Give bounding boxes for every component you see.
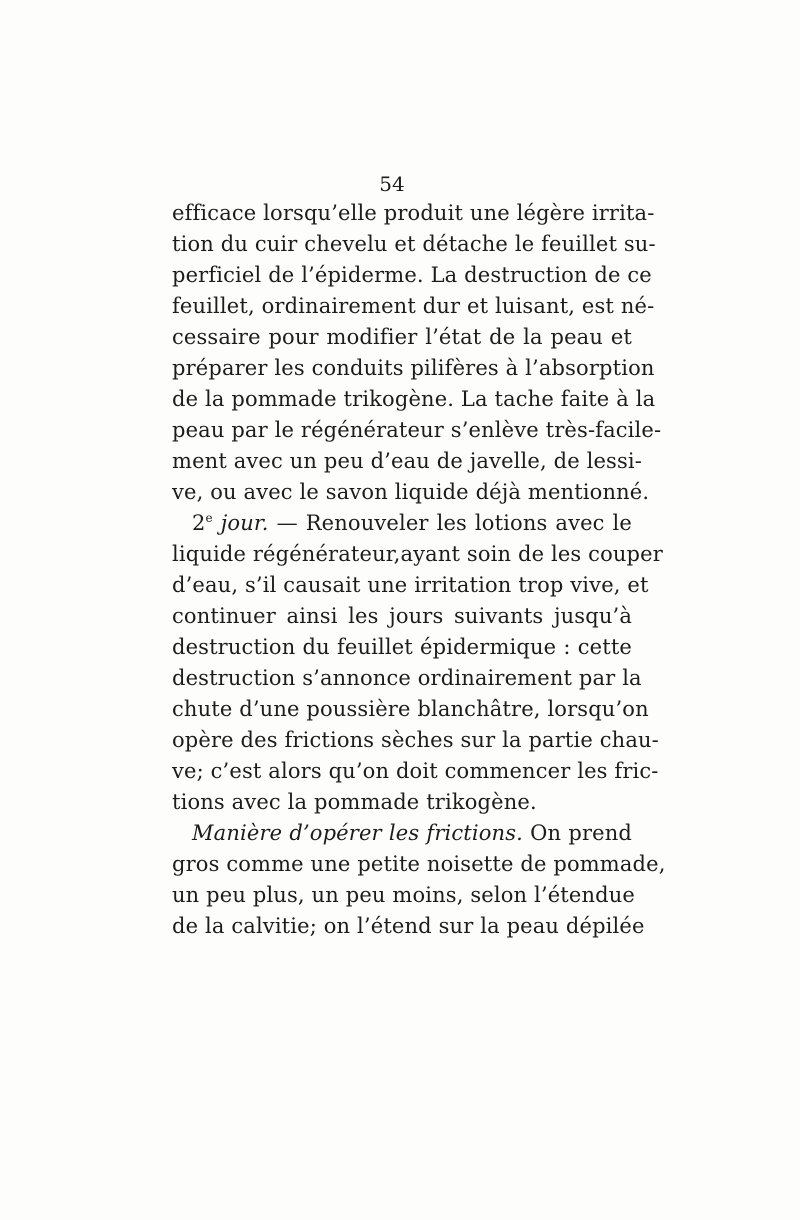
text-line: ment avec un peu d’eau de javelle, de lessi- (172, 449, 643, 473)
text-line: de la pommade trikogène. La tache faite à la (172, 387, 656, 411)
body-text (172, 198, 666, 942)
text-line: tion du cuir chevelu et détache le feuillet su- (172, 232, 656, 256)
text-line: destruction du feuillet épidermique : cette (172, 635, 632, 659)
day-ordinal: e (205, 511, 213, 525)
text-line: feuillet, ordinairement dur et luisant, est né- (172, 294, 655, 318)
text-line: destruction s’annonce ordinairement par la (172, 666, 642, 690)
section-heading-line (172, 818, 632, 849)
text-line: cessaire pour modifier l’état de la peau et (172, 325, 632, 349)
text-line: efficace lorsqu’elle produit une légère irrita- (172, 201, 655, 225)
text-line: chute d’une poussière blanchâtre, lorsqu’on (172, 697, 649, 721)
day-number: 2 (192, 511, 206, 535)
page-number: 54 (379, 172, 405, 196)
text-line: peau par le régénérateur s’enlève très-facile- (172, 418, 662, 442)
text-line: de la calvitie; on l’étend sur la peau dépilée (172, 914, 645, 938)
text-line: préparer les conduits pilifères à l’absorption (172, 356, 655, 380)
text-line: perficiel de l’épiderme. La destruction de ce (172, 263, 652, 287)
section-heading: Manière d’opérer les frictions. (192, 821, 523, 845)
text-line: liquide régénérateur,ayant soin de les couper (172, 542, 663, 566)
text-line: gros comme une petite noisette de pommade, (172, 852, 666, 876)
text-line: ve; c’est alors qu’on doit commencer les fric- (172, 759, 659, 783)
day-label: jour. (220, 511, 269, 535)
text-line: opère des frictions sèches sur la partie chau- (172, 728, 659, 752)
text-line: d’eau, s’il causait une irritation trop vive, et (172, 573, 649, 597)
text-line: continuer ainsi les jours suivants jusqu’à (172, 604, 632, 628)
text-line: un peu plus, un peu moins, selon l’étendue (172, 883, 635, 907)
text-line: ve, ou avec le savon liquide déjà mentionné. (172, 480, 650, 504)
day-rest: — Renouveler les lotions avec le (268, 511, 632, 535)
text-line: tions avec la pommade trikogène. (172, 790, 537, 814)
section-heading-rest: On prend (522, 821, 632, 845)
day-paragraph-start (172, 508, 632, 539)
